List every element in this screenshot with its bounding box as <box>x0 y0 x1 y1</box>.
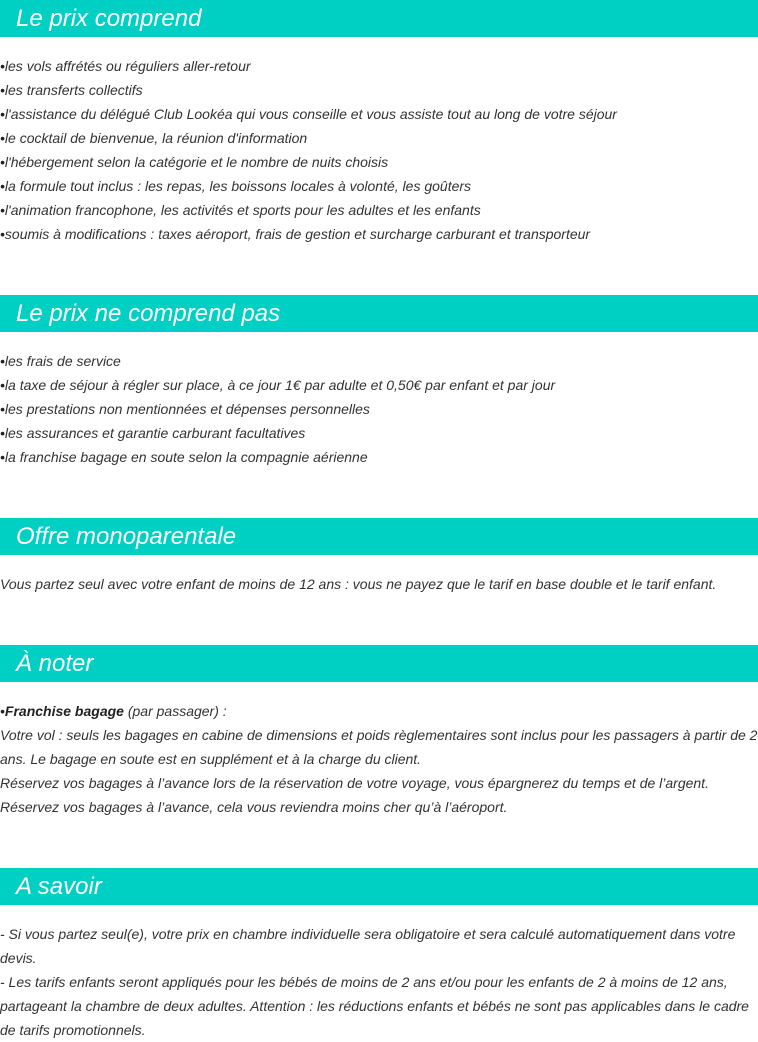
section-a-savoir <box>0 868 758 1042</box>
list-item: • le cocktail de bienvenue, la réunion d'information <box>0 126 758 150</box>
list-item: • l'animation francophone, les activités et sports pour les adultes et les enfants <box>0 198 758 222</box>
paragraph: Vous partez seul avec votre enfant de moins de 12 ans : vous ne payez que le tarif en base double et le tarif enfant. <box>0 576 717 592</box>
paragraph: - Si vous partez seul(e), votre prix en chambre individuelle sera obligatoire et sera calculé automatiquement dans votre devis. <box>0 926 736 966</box>
section-body <box>0 699 758 819</box>
section-prix-ne-comprend-pas <box>0 295 758 469</box>
section-heading: A savoir <box>0 868 758 905</box>
section-prix-comprend <box>0 0 758 246</box>
section-heading: Le prix ne comprend pas <box>0 295 758 332</box>
section-body <box>0 922 758 1042</box>
paragraph: - Les tarifs enfants seront appliqués pour les bébés de moins de 2 ans et/ou pour les enfants de 2 à moins de 12 ans, partageant la chambre de deux adultes. Attention : les réductions enfants et bébés ne sont pas applicables dans le cadre de tarifs promotionnels. <box>0 974 749 1038</box>
section-body <box>0 572 758 596</box>
list-item: • les assurances et garantie carburant facultatives <box>0 421 758 445</box>
section-a-noter <box>0 645 758 819</box>
paragraph: Votre vol : seuls les bagages en cabine de dimensions et poids règlementaires sont inclus pour les passagers à partir de 2 ans. Le bagage en soute est en supplément et à la charge du client. <box>0 727 758 767</box>
list-item: • la taxe de séjour à régler sur place, à ce jour 1€ par adulte et 0,50€ par enfant et par jour <box>0 373 758 397</box>
section-offre-monoparentale <box>0 518 758 596</box>
list-item: • les prestations non mentionnées et dépenses personnelles <box>0 397 758 421</box>
paragraph: Réservez vos bagages à l’avance, cela vous reviendra moins cher qu’à l’aéroport. <box>0 799 508 815</box>
list-item: • les transferts collectifs <box>0 78 758 102</box>
section-heading: À noter <box>0 645 758 682</box>
list-item: • soumis à modifications : taxes aéroport, frais de gestion et surcharge carburant et transporteur <box>0 222 758 246</box>
list-item: • la formule tout inclus : les repas, les boissons locales à volonté, les goûters <box>0 174 758 198</box>
excluded-list <box>0 349 758 469</box>
list-item: • la franchise bagage en soute selon la compagnie aérienne <box>0 445 758 469</box>
bold-label: Franchise bagage <box>4 703 124 719</box>
paragraph: Réservez vos bagages à l’avance lors de la réservation de votre voyage, vous épargnerez du temps et de l’argent. <box>0 775 709 791</box>
list-item: • les vols affrétés ou réguliers aller-retour <box>0 54 758 78</box>
list-item: • les frais de service <box>0 349 758 373</box>
list-item: • l'assistance du délégué Club Lookéa qui vous conseille et vous assiste tout au long de votre séjour <box>0 102 758 126</box>
included-list <box>0 54 758 246</box>
list-item: • l'hébergement selon la catégorie et le nombre de nuits choisis <box>0 150 758 174</box>
section-heading: Offre monoparentale <box>0 518 758 555</box>
list-item: • Franchise bagage (par passager) : <box>0 699 758 723</box>
section-heading: Le prix comprend <box>0 0 758 37</box>
